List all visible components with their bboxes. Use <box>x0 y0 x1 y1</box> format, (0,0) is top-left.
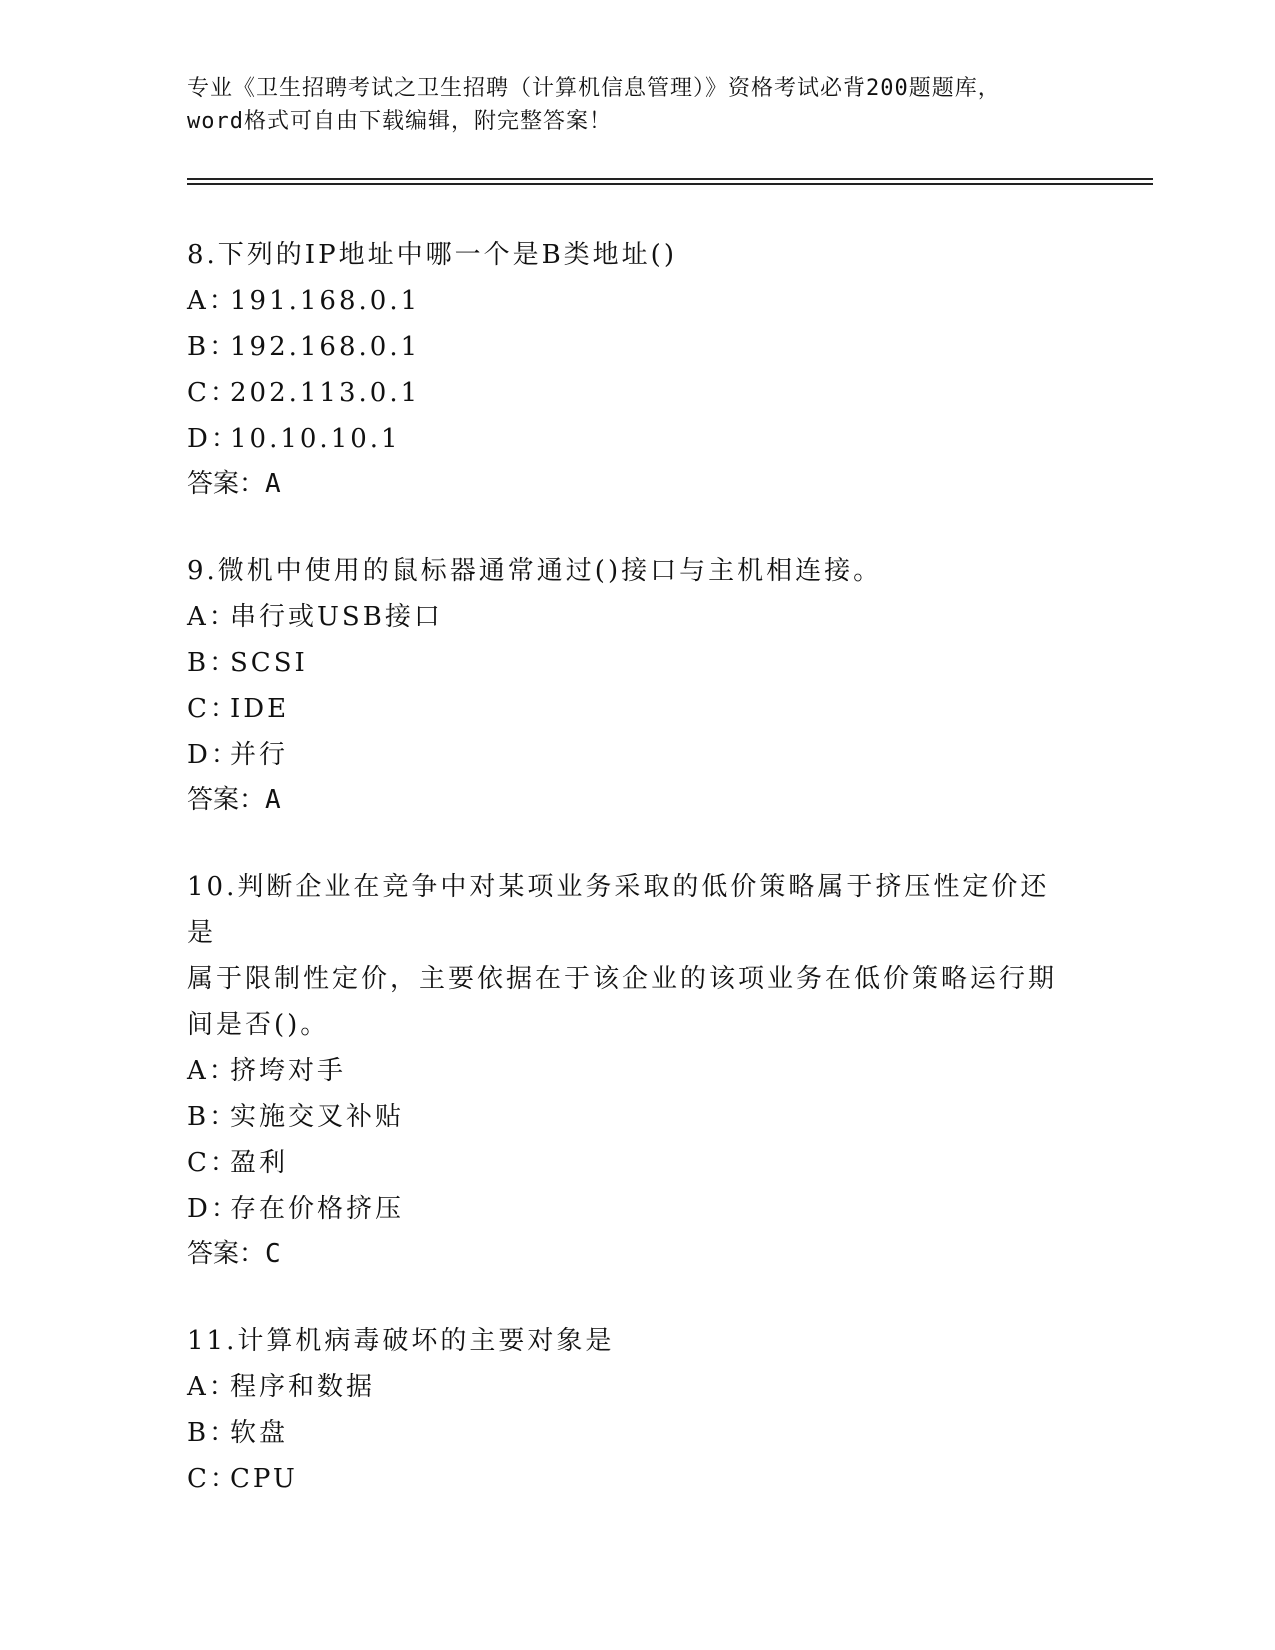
option-a <box>187 1364 1067 1410</box>
option-a <box>187 594 1067 640</box>
option-c <box>187 1140 1067 1186</box>
option-letter: B： <box>187 1102 239 1132</box>
option-letter: A： <box>187 1372 238 1402</box>
option-text: 程序和数据 <box>230 1372 376 1402</box>
option-letter: C： <box>187 1464 239 1494</box>
question-title: 9.微机中使用的鼠标器通常通过()接口与主机相连接。 <box>187 556 883 586</box>
option-text: 并行 <box>230 740 289 770</box>
document-header <box>187 72 1087 138</box>
question-title-line: 10.判断企业在竞争中对某项业务采取的低价策略属于挤压性定价还是 <box>187 872 1050 948</box>
option-d <box>187 732 1067 778</box>
question-title-line: 间是否()。 <box>187 1010 330 1040</box>
option-a <box>187 278 1067 324</box>
option-letter: B： <box>187 648 239 678</box>
option-text: IDE <box>230 694 290 724</box>
option-letter: A： <box>187 1056 238 1086</box>
header-divider-top <box>187 178 1153 180</box>
option-letter: D： <box>187 424 240 454</box>
option-text: 191.168.0.1 <box>230 286 421 316</box>
question-10 <box>187 864 1067 1276</box>
option-letter: C： <box>187 378 239 408</box>
header-line-2: word格式可自由下载编辑，附完整答案！ <box>187 109 612 134</box>
option-text: CPU <box>230 1464 298 1494</box>
option-letter: C： <box>187 694 239 724</box>
option-c <box>187 1456 1067 1502</box>
option-c <box>187 370 1067 416</box>
option-letter: D： <box>187 740 240 770</box>
option-text: 202.113.0.1 <box>230 378 421 408</box>
question-9 <box>187 548 1067 822</box>
option-text: 存在价格挤压 <box>230 1194 405 1224</box>
option-letter: D： <box>187 1194 240 1224</box>
option-b <box>187 640 1067 686</box>
answer-line: 答案：C <box>187 1239 281 1269</box>
option-text: 实施交叉补贴 <box>230 1102 405 1132</box>
header-divider-bottom <box>187 183 1153 185</box>
option-b <box>187 324 1067 370</box>
option-text: 串行或USB接口 <box>230 602 443 632</box>
question-title-line: 属于限制性定价，主要依据在于该企业的该项业务在低价策略运行期 <box>187 964 1058 994</box>
question-list <box>187 232 1067 1544</box>
header-line-1: 专业《卫生招聘考试之卫生招聘（计算机信息管理）》资格考试必背200题题库， <box>187 76 1001 101</box>
option-d <box>187 1186 1067 1232</box>
option-letter: A： <box>187 286 238 316</box>
option-text: 192.168.0.1 <box>230 332 421 362</box>
answer-line: 答案：A <box>187 469 281 499</box>
option-text: 软盘 <box>230 1418 289 1448</box>
question-title: 11.计算机病毒破坏的主要对象是 <box>187 1326 615 1356</box>
option-text: SCSI <box>230 648 308 678</box>
answer-line: 答案：A <box>187 785 281 815</box>
option-b <box>187 1094 1067 1140</box>
option-letter: B： <box>187 332 239 362</box>
option-text: 盈利 <box>230 1148 289 1178</box>
question-11 <box>187 1318 1067 1502</box>
option-a <box>187 1048 1067 1094</box>
option-c <box>187 686 1067 732</box>
option-d <box>187 416 1067 462</box>
option-letter: C： <box>187 1148 239 1178</box>
question-title: 8.下列的IP地址中哪一个是B类地址() <box>187 240 677 270</box>
option-text: 10.10.10.1 <box>230 424 401 454</box>
option-text: 挤垮对手 <box>230 1056 347 1086</box>
option-b <box>187 1410 1067 1456</box>
option-letter: B： <box>187 1418 239 1448</box>
question-8 <box>187 232 1067 506</box>
option-letter: A： <box>187 602 238 632</box>
